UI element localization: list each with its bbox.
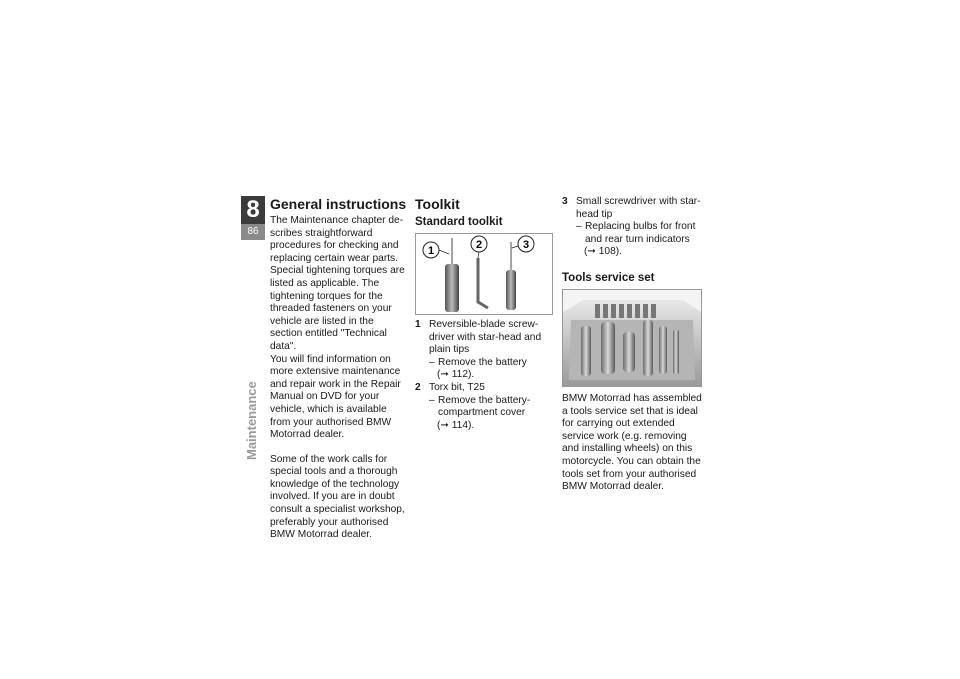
toolkit-heading: Toolkit xyxy=(415,196,460,212)
page-reference: (➞ 114). xyxy=(437,419,475,431)
paragraph-tightening-torques: Special tightening torques are listed as applicable. The tightening torques for the threaded fasteners on your vehicle are listed in the section entitled "Technical data". xyxy=(270,265,405,352)
standard-toolkit-illustration xyxy=(415,233,553,315)
paragraph-repair-manual: You will find information on more extensive maintenance and repair work in the Repair Manual on DVD for your vehicle, which is available from your authorised BMW Motorrad dealer. xyxy=(270,353,401,441)
toolkit-item-2: 2 Torx bit, T25 – Remove the battery-compartment cover (➞ 114). xyxy=(415,382,555,432)
toolkit-item-1: 1 Reversible-blade screwdriver with star-head and plain tips – Remove the battery (➞ 112). xyxy=(415,319,555,382)
item-text: Reversible-blade screwdriver with star-head and plain tips xyxy=(429,319,542,356)
column-general-instructions xyxy=(270,196,408,542)
callout-1: 1 xyxy=(427,245,435,257)
toolkit-item-3: 3 Small screwdriver with star-head tip – Replacing bulbs for front and rear turn indicators (➞ 108). xyxy=(562,196,701,258)
paragraph-maintenance-intro: The Maintenance chapter describes straightforward procedures for checking and replacing certain wear parts. xyxy=(270,215,404,264)
column-tools-service-set xyxy=(562,196,702,494)
paragraph-special-tools: Some of the work calls for special tools and a thorough knowledge of the technology involved. If you are in doubt consult a specialist workshop, preferably your authorised BMW Motorrad dealer. xyxy=(270,453,405,541)
paragraph-tools-service-set: BMW Motorrad has assembled a tools service set that is ideal for carrying out extended service work (e.g. removing and installing wheels) on this motorcycle. You can obtain the tools set from your authorised BMW Motorrad dealer. xyxy=(562,392,702,493)
item-instruction: Replacing bulbs for front and rear turn indicators xyxy=(585,221,696,245)
page-reference: (➞ 108). xyxy=(584,246,622,258)
item-text: Small screwdriver with star-head tip xyxy=(576,196,701,220)
standard-toolkit-heading: Standard toolkit xyxy=(415,216,503,228)
general-instructions-heading: General instructions xyxy=(270,196,407,212)
item-instruction: Remove the battery xyxy=(438,356,527,368)
item-number: 2 xyxy=(415,381,421,393)
item-text: Torx bit, T25 xyxy=(429,381,485,393)
item-instruction: Remove the battery-compartment cover xyxy=(438,394,531,419)
section-label: Maintenance xyxy=(244,381,259,460)
page-reference: (➞ 112). xyxy=(437,369,475,381)
chapter-number: 8 xyxy=(246,196,260,223)
tools-service-set-photo xyxy=(562,289,702,387)
callout-3: 3 xyxy=(522,239,530,251)
item-number: 3 xyxy=(562,196,568,207)
page-number: 86 xyxy=(241,224,265,240)
tools-service-set-heading: Tools service set xyxy=(562,271,655,284)
callout-2: 2 xyxy=(475,239,483,251)
item-number: 1 xyxy=(415,319,421,330)
column-toolkit xyxy=(415,196,555,432)
